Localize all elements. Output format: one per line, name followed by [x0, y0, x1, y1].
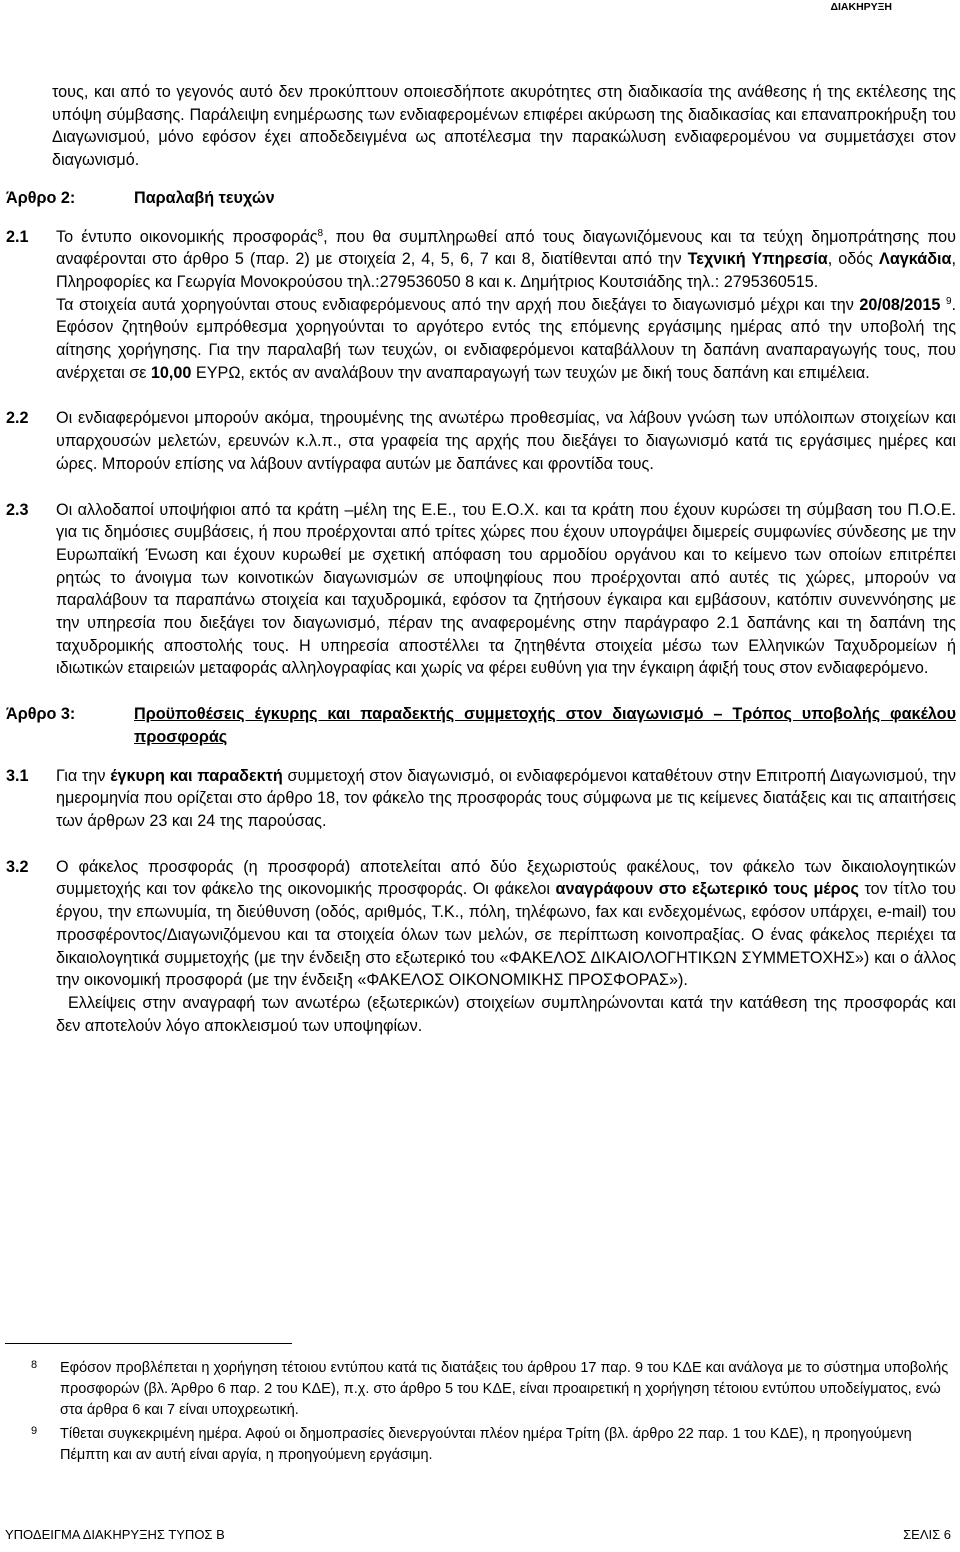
section-2-1-paragraph-2	[56, 294, 956, 385]
intro-paragraph	[52, 81, 956, 172]
fee-amount: 10,00	[150, 363, 192, 382]
footnote-ref-8: 8	[317, 227, 324, 239]
footnote-text: Τίθεται συγκεκριμένη ημέρα. Αφού οι δημοπρασίες διενεργούνται πλέον ημέρα Τρίτη (βλ. άρθρο 22 παρ. 1 του ΚΔΕ), η προηγούμενη Πέμπτη και αν αυτή είναι αργία, η προηγούμενη εργάσιμη.	[60, 1426, 912, 1464]
text-run: , Πληροφορίες κα Γεωργία Μονοκρούσου τηλ.:279536050 8 και κ. Δημήτριος Κουτσιάδης τηλ.: 2795360515.	[56, 250, 957, 291]
text-bold: αναγράφουν στο εξωτερικό τους μέρος	[555, 880, 859, 899]
text-run: Ο φάκελος προσφοράς (η προσφορά) αποτελείται από δύο ξεχωριστούς φακέλους, τον φάκελο των δικαιολογητικών συμμετοχής και τον φάκελο της οικονομικής προσφοράς. Οι φάκελοι	[56, 857, 956, 899]
text-run: , που θα συμπληρωθεί από τους διαγωνιζόμενους και τα τεύχη δημοπράτησης που αναφέρονται στο άρθρο 5 (παρ. 2) με στοιχεία 2, 4, 5, 6, 7 και 8, διατίθενται από την	[56, 227, 956, 269]
text-run: , οδός	[827, 250, 880, 269]
section-2-3-text: Οι αλλοδαποί υποψήφιοι από τα κράτη –μέλη της Ε.Ε., του Ε.Ο.Χ. και τα κράτη που έχουν κυρώσει τη σύμβαση του Π.Ο.Ε. για τις δημόσιες συμβάσεις, ή που προέρχονται από τρίτες χώρες που έχουν υπογράψει διμερείς συμφωνίες σύνδεσης με την Ευρωπαϊκή Ένωση και έχουν κυρωθεί με σχετική απόφαση του αρμοδίου οργάνου και το κείμενο των οποίων επιτρέπει ρητώς το άνοιγμα των κοινοτικών διαγωνισμών σε υποψηφίους που προέρχονται από αυτές τις χώρες, μπορούν να παραλάβουν τα παραπάνω στοιχεία και ταχυδρομικά, εφόσον τα ζητήσουν έγκαιρα και εμβάσουν, κατόπιν συνεννόησης με την υπηρεσία που διεξάγει τον διαγωνισμό, πέραν της αναφερομένης στην παράγραφο 2.1 δαπάνης και τη δαπάνη της ταχυδρομικής αποστολής τους. Η υπηρεσία αποστέλλει τα ζητηθέντα στοιχεία μέσω των Ελληνικών Ταχυδρομείων ή ιδιωτικών εταιρειών μεταφοράς αλληλογραφίας και χωρίς να φέρει ευθύνη για την έγκαιρη άφιξή τους στον ενδιαφερόμενο.	[56, 500, 956, 678]
section-number: 2.2	[6, 409, 29, 428]
article-3-title: Προϋποθέσεις έγκυρης και παραδεκτής συμμετοχής στον διαγωνισμό – Τρόπος υποβολής φακέλου προσφοράς	[134, 705, 956, 746]
section-2-1	[6, 226, 956, 385]
text-run: Το έντυπο οικονομικής προσφοράς	[56, 227, 318, 246]
section-3-1-text	[56, 765, 956, 833]
footnote-number: 9	[31, 1425, 38, 1438]
page-footer	[5, 1526, 955, 1546]
article-3-heading	[6, 703, 956, 748]
section-3-2-paragraph-1	[56, 856, 956, 992]
text-bold: Τεχνική Υπηρεσία	[687, 250, 828, 269]
text-run: Τα στοιχεία αυτά χορηγούνται στους ενδιαφερόμενους από την αρχή που διεξάγει το διαγωνισμό μέχρι και την	[56, 295, 860, 314]
section-number: 3.1	[6, 766, 29, 785]
text-run: ΕΥΡΩ, εκτός αν αναλάβουν την αναπαραγωγή των τευχών με δική τους δαπάνη και επιμέλεια.	[191, 363, 870, 382]
section-3-2	[6, 856, 956, 1038]
section-3-2-paragraph-2: Ελλείψεις στην αναγραφή των ανωτέρω (εξωτερικών) στοιχείων συμπληρώνονται κατά την κατάθεση της προσφοράς και δεν αποτελούν λόγο αποκλεισμού των υποψηφίων.	[56, 993, 956, 1035]
article-2-heading	[6, 187, 956, 210]
section-2-2-text: Οι ενδιαφερόμενοι μπορούν ακόμα, τηρουμένης της ανωτέρω προθεσμίας, να λάβουν γνώση των υπόλοιπων στοιχείων και υπαρχουσών μελετών, ερευνών κ.λ.π., στα γραφεία της αρχής που διεξάγει το διαγωνισμό κατά τις εργάσιμες ημέρες και ώρες. Μπορούν επίσης να λάβουν αντίγραφα αυτών με δαπάνες και φροντίδα τους.	[56, 409, 956, 473]
footnote-number: 8	[31, 1359, 38, 1371]
section-2-1-paragraph-1	[56, 226, 956, 294]
article-2-label: Άρθρο 2:	[6, 188, 76, 207]
section-2-2	[6, 407, 956, 475]
text-run: συμμετοχή στον διαγωνισμό, οι ενδιαφερόμενοι καταθέτουν στην Επιτροπή Διαγωνισμού, την ημερομηνία που ορίζεται στο άρθρο 18, τον φάκελο της προσφοράς τους σύμφωνα με τις κείμενες διατάξεις και τις απαιτήσεις των άρθρων 23 και 24 της παρούσας.	[56, 766, 956, 830]
footnotes	[5, 1358, 955, 1468]
intro-text: τους, και από το γεγονός αυτό δεν προκύπτουν οποιεσδήποτε ακυρότητες στη διαδικασία της ανάθεσης ή της εκτέλεσης της υπόψη σύμβασης. Παράλειψη ενημέρωσης των ενδιαφερομένων επιφέρει ακύρωση της διαδικασίας και επαναπροκήρυξη του Διαγωνισμού, μόνο εφόσον έχει αποδεδειγμένα ως αποτέλεσμα την παρακώλυση ενδιαφερομένου να συμμετάσχει στον διαγωνισμό.	[52, 83, 956, 170]
deadline-date: 20/08/2015	[859, 295, 941, 314]
section-3-1	[6, 765, 956, 833]
page-header	[0, 0, 960, 18]
text-bold: Λαγκάδια	[879, 250, 952, 269]
section-number: 2.1	[6, 227, 29, 246]
header-title: ΔΙΑΚΗΡΥΞΗ	[830, 1, 892, 13]
document-body	[6, 81, 957, 1037]
section-number: 2.3	[6, 500, 29, 519]
text-run: Για την	[56, 766, 111, 785]
footnote-ref-9: 9	[945, 295, 952, 307]
section-2-3	[6, 499, 956, 681]
footnote-separator	[5, 1343, 292, 1344]
text-bold: έγκυρη και παραδεκτή	[110, 766, 283, 785]
footnote-text: Εφόσον προβλέπεται η χορήγηση τέτοιου εντύπου κατά τις διατάξεις του άρθρου 17 παρ. 9 του ΚΔΕ και ανάλογα με το σύστημα υποβολής προσφορών (βλ. Άρθρο 6 παρ. 2 του ΚΔΕ), π.χ. στο άρθρο 5 του ΚΔΕ, είναι προαιρετική η χορήγηση τέτοιου εντύπου υποδείγματος, ενώ στα άρθρα 6 και 7 είναι υποχρεωτική.	[60, 1360, 949, 1418]
footer-document-title: ΥΠΟΔΕΙΓΜΑ ΔΙΑΚΗΡΥΞΗΣ ΤΥΠΟΣ Β	[5, 1527, 225, 1542]
article-3-label: Άρθρο 3:	[6, 705, 76, 724]
article-2-title: Παραλαβή τευχών	[134, 188, 275, 207]
text-run: τον τίτλο του έργου, την επωνυμία, τη διεύθυνση (οδός, αριθμός, Τ.Κ., πόλη, τηλέφωνο, fax και ενδεχομένως, εφόσον υπάρχει, e-mail) του προσφέροντος/Διαγωνιζόμενου και τα στοιχεία όλων των μελών, σε περίπτωση κοινοπραξίας. Ο ένας φάκελος περιέχει τα δικαιολογητικά συμμετοχής (με την ένδειξη στο εξωτερικό του «ΦΑΚΕΛΟΣ ΔΙΚΑΙΟΛΟΓΗΤΙΚΩΝ ΣΥΜΜΕΤΟΧΗΣ») και ο άλλος την οικονομική προσφορά (με την ένδειξη «ΦΑΚΕΛΟΣ ΟΙΚΟΝΟΜΙΚΗΣ ΠΡΟΣΦΟΡΑΣ»).	[56, 880, 956, 990]
page-number: ΣΕΛΙΣ 6	[903, 1527, 951, 1542]
text-run: . Εφόσον ζητηθούν εμπρόθεσμα χορηγούνται το αργότερο εντός της επόμενης εργάσιμης ημέρας από την υποβολή της αίτησης χορήγησης. Για την παραλαβή των τευχών, οι ενδιαφερόμενοι καταβάλλουν τη δαπάνη αναπαραγωγής τους, που ανέρχεται σε	[56, 295, 956, 382]
section-number: 3.2	[6, 857, 29, 876]
footnote-8	[5, 1358, 955, 1420]
footnote-9	[5, 1424, 955, 1466]
